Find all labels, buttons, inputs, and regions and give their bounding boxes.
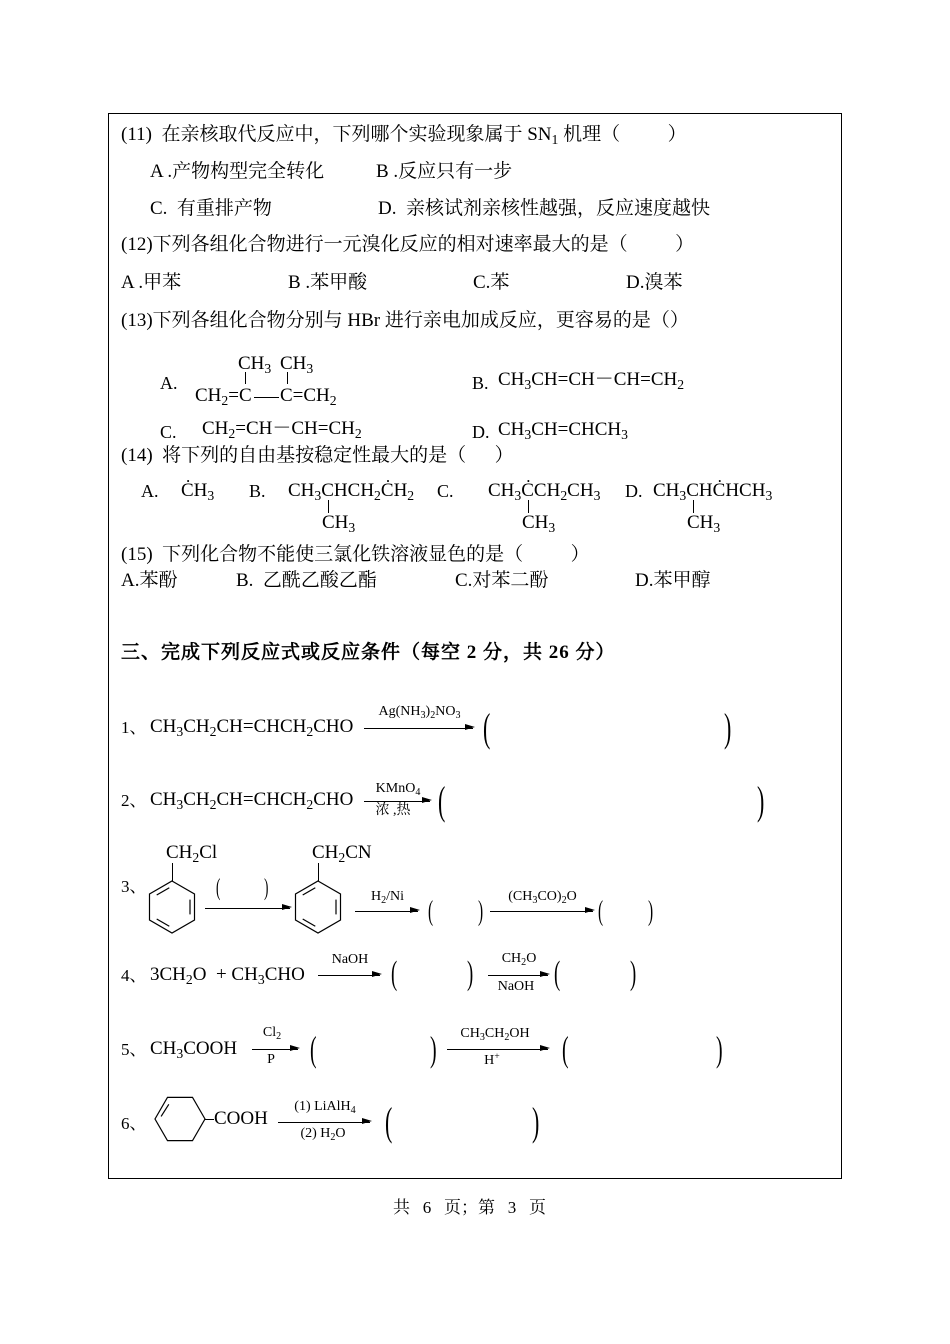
reaction-3-product-group: $CH_2CN$ <box>312 842 372 865</box>
reaction-2-blank-close: ) <box>757 778 765 823</box>
reaction-2-reagent: KMnO$_4$ <box>375 781 421 798</box>
reaction-5-arrow-2 <box>447 1049 548 1050</box>
q12-option-d: D.溴苯 <box>626 272 683 293</box>
q11-option-a: A .产物构型完全转化 <box>150 161 325 182</box>
q11-option-b: B .反应只有一步 <box>376 161 513 182</box>
q15-option-d: D.苯甲醇 <box>635 570 711 591</box>
reaction-2-condition: 浓 ,热 <box>375 803 411 818</box>
q15-option-c: C.对苯二酚 <box>455 570 549 591</box>
q11-option-d: D. 亲核试剂亲核性越强，反应速度越快 <box>378 198 710 219</box>
reaction-3-reagent-2: $H_2/Ni$ <box>370 889 405 906</box>
reaction-5-arrow-1 <box>252 1049 298 1050</box>
reaction-2-number: 2、 <box>121 791 147 810</box>
q12-stem: (12)下列各组化合物进行一元溴化反应的相对速率最大的是（ ） <box>121 234 695 255</box>
q13-a-chain-right: $C=CH_2$ <box>280 385 337 408</box>
reaction-6-blank-open: ( <box>385 1099 393 1144</box>
q12-option-a: A .甲苯 <box>121 272 182 293</box>
reaction-4-blank1-close: ) <box>467 955 474 992</box>
q13-option-b-formula: $CH_3CH=CH-CH=CH_2$ <box>498 369 685 392</box>
reaction-2-arrow <box>364 801 430 802</box>
q14-option-d-formula: $CH_3CHĊHCH_3$ <box>653 480 773 503</box>
reaction-6-blank-close: ) <box>532 1099 540 1144</box>
benzene-ring-icon <box>291 876 345 938</box>
reaction-5-blank1-open: ( <box>310 1029 317 1069</box>
q11-option-c: C. 有重排产物 <box>150 198 272 219</box>
q13-a-methyl-left: $CH_3$ <box>238 353 272 376</box>
reaction-6-arrow <box>278 1122 370 1123</box>
q13-stem: (13)下列各组化合物分别与 HBr 进行亲电加成反应，更容易的是（） <box>121 310 689 331</box>
q13-option-b-label: B. <box>472 373 489 393</box>
q14-stem: (14) 将下列的自由基按稳定性最大的是（ ） <box>121 445 514 466</box>
reaction-3-reagent-3: $(CH_3CO)_2O$ <box>508 889 577 906</box>
q12-option-c: C.苯 <box>473 272 510 293</box>
reaction-1-blank-close: ) <box>724 705 732 750</box>
reaction-4-blank2-open: ( <box>554 955 561 992</box>
reaction-3-start-group: $CH_2Cl$ <box>166 842 218 865</box>
reaction-6-substituent-bond <box>205 1119 214 1120</box>
reaction-4-blank2-close: ) <box>630 955 637 992</box>
q14-option-c-label: C. <box>437 481 454 501</box>
q13-a-methyl-right: $CH_3$ <box>280 353 314 376</box>
reaction-3-arrow-1 <box>205 908 290 909</box>
reaction-3-blank3-open: ( <box>598 896 604 927</box>
q13-a-single-bond <box>254 397 279 398</box>
reaction-6-step-2: (2) $H_2O$ <box>300 1126 346 1143</box>
reaction-6-step-1: (1) LiAlH$_4$ <box>294 1099 356 1116</box>
reaction-5-blank2-open: ( <box>562 1029 569 1069</box>
reaction-5-reagent-1: $Cl_2$ <box>262 1025 282 1042</box>
q13-a-bond-right <box>287 372 288 384</box>
q14-option-d-branch: $CH_3$ <box>687 512 721 535</box>
page-footer: 共 6 页；第 3 页 <box>393 1198 546 1217</box>
q13-a-bond-left <box>245 372 246 384</box>
reaction-4-blank1-open: ( <box>391 955 398 992</box>
reaction-5-blank1-close: ) <box>430 1029 437 1069</box>
q12-option-b: B .苯甲酸 <box>288 272 368 293</box>
q15-option-b: B. 乙酰乙酸乙酯 <box>236 570 377 591</box>
section-3-title: 三、完成下列反应式或反应条件（每空 2 分，共 26 分） <box>121 642 616 663</box>
reaction-2-blank-open: ( <box>438 778 446 823</box>
reaction-6-group: COOH <box>214 1108 268 1129</box>
reaction-5-number: 5、 <box>121 1040 147 1059</box>
reaction-3-blank2-open: ( <box>428 896 434 927</box>
reaction-1-arrow <box>364 728 473 729</box>
reaction-5-condition-1: P <box>267 1052 275 1067</box>
q11-stem: (11) 在亲核取代反应中，下列哪个实验现象属于 $SN_1$ 机理（ ） <box>121 124 687 147</box>
reaction-5-reagent-2: $CH_3CH_2OH$ <box>460 1026 530 1043</box>
reaction-4-number: 4、 <box>121 966 147 985</box>
reaction-1-reagent: $Ag(NH_3)_2NO_3$ <box>378 704 461 721</box>
reaction-5-reactant: $CH_3COOH$ <box>150 1038 238 1061</box>
reaction-3-blank1-open: ( <box>216 875 221 901</box>
q14-option-a-formula: $ĊH_3$ <box>181 480 215 503</box>
q13-option-a-label: A. <box>160 373 178 393</box>
reaction-3-arrow-3 <box>490 911 593 912</box>
q14-option-b-branch: $CH_3$ <box>322 512 356 535</box>
reaction-4-reactant: $3CH_2O + CH_3CHO$ <box>150 964 305 987</box>
reaction-1-number: 1、 <box>121 718 147 737</box>
reaction-3-blank3-close: ) <box>648 896 654 927</box>
q13-a-chain-left: $CH_2=C$ <box>195 385 252 408</box>
q13-option-d-formula: $CH_3CH=CHCH_3$ <box>498 419 628 442</box>
q14-option-a-label: A. <box>141 481 159 501</box>
q15-option-a: A.苯酚 <box>121 570 178 591</box>
reaction-3-blank2-close: ) <box>478 896 484 927</box>
reaction-4-condition-2: NaOH <box>497 979 535 994</box>
q13-option-c-formula: $CH_2=CH-CH=CH_2$ <box>202 418 362 441</box>
reaction-3-arrow-2 <box>355 911 418 912</box>
reaction-3-blank1-close: ) <box>264 875 269 901</box>
reaction-2-reactant: $CH_3CH_2CH=CHCH_2CHO$ <box>150 789 354 812</box>
q14-option-b-formula: $CH_3CHCH_2ĊH_2$ <box>288 480 415 503</box>
reaction-4-reagent-2: $CH_2O$ <box>501 951 537 968</box>
reaction-1-reactant: $CH_3CH_2CH=CHCH_2CHO$ <box>150 716 354 739</box>
reaction-1-blank-open: ( <box>483 705 491 750</box>
cyclohexene-ring-icon <box>152 1094 208 1144</box>
q14-option-c-branch: $CH_3$ <box>522 512 556 535</box>
reaction-3-number: 3、 <box>121 877 147 896</box>
reaction-4-reagent-1: NaOH <box>331 952 369 967</box>
q13-option-c-label: C. <box>160 422 177 442</box>
benzene-ring-icon <box>145 876 199 938</box>
reaction-5-blank2-close: ) <box>716 1029 723 1069</box>
reaction-4-arrow-2 <box>488 975 548 976</box>
q14-option-c-formula: $CH_3ĊCH_2CH_3$ <box>488 480 601 503</box>
q13-option-d-label: D. <box>472 422 490 442</box>
reaction-5-condition-2: H+ <box>484 1051 500 1068</box>
q15-stem: (15) 下列化合物不能使三氯化铁溶液显色的是（ ） <box>121 544 590 565</box>
reaction-4-arrow-1 <box>318 975 380 976</box>
reaction-6-number: 6、 <box>121 1114 147 1133</box>
q14-option-d-label: D. <box>625 481 643 501</box>
q14-option-b-label: B. <box>249 481 266 501</box>
